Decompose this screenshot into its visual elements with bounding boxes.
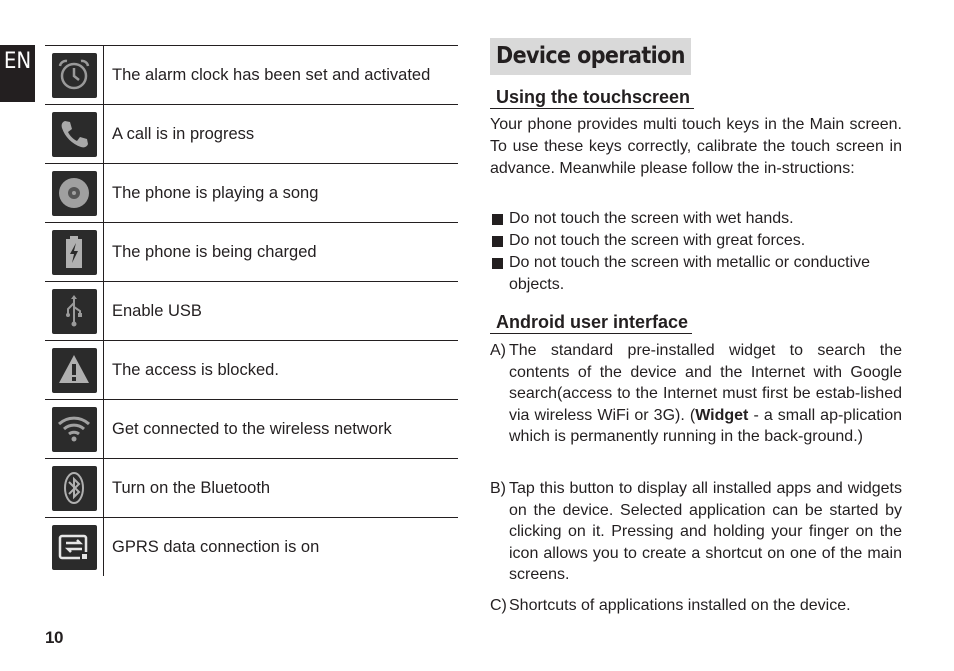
icon-description: The phone is being charged bbox=[112, 242, 317, 261]
touchscreen-rules bbox=[490, 208, 902, 296]
table-row bbox=[45, 163, 458, 222]
bullet-square-icon bbox=[492, 258, 503, 269]
bullet-square-icon bbox=[492, 214, 503, 225]
music-disc-icon bbox=[52, 171, 97, 216]
language-label: EN bbox=[3, 49, 32, 74]
list-item bbox=[490, 595, 902, 617]
icon-description: A call is in progress bbox=[112, 124, 255, 143]
phone-call-icon bbox=[52, 112, 97, 157]
subheading-touchscreen: Using the touchscreen bbox=[490, 86, 694, 109]
table-row bbox=[45, 104, 458, 163]
language-tab bbox=[0, 45, 35, 102]
icon-description: Turn on the Bluetooth bbox=[112, 478, 271, 497]
icon-description: The phone is playing a song bbox=[112, 183, 319, 202]
section-title: Device operation bbox=[490, 38, 691, 75]
table-row bbox=[45, 517, 458, 576]
warning-icon bbox=[52, 348, 97, 393]
item-label: A) bbox=[490, 342, 506, 359]
page-number: 10 bbox=[45, 628, 63, 647]
icon-description: The alarm clock has been set and activated bbox=[112, 65, 431, 84]
list-item: Do not touch the screen with metallic or conductive objects. bbox=[490, 252, 902, 296]
item-text: The standard pre-installed widget to search the contents of the device and the Internet with Google search(access to the Internet must first be estab-lished via wireless WiFi or 3G). (Widget - a small ap-plication which is permanently running in the back-ground.) bbox=[509, 342, 903, 446]
table-row bbox=[45, 281, 458, 340]
usb-icon bbox=[52, 289, 97, 334]
icon-description: Get connected to the wireless network bbox=[112, 419, 392, 438]
table-divider bbox=[103, 510, 104, 568]
list-item bbox=[490, 340, 902, 448]
subheading-android-ui: Android user interface bbox=[490, 311, 692, 334]
wifi-icon bbox=[52, 407, 97, 452]
widget-term: Widget bbox=[695, 406, 749, 424]
item-label: C) bbox=[490, 597, 507, 614]
data-transfer-icon bbox=[52, 525, 97, 570]
list-item: Do not touch the screen with great forces. bbox=[490, 230, 902, 252]
item-label: B) bbox=[490, 480, 506, 497]
table-row bbox=[45, 340, 458, 399]
battery-charging-icon bbox=[52, 230, 97, 275]
bullet-square-icon bbox=[492, 236, 503, 247]
alarm-clock-icon bbox=[52, 53, 97, 98]
icon-description: GPRS data connection is on bbox=[112, 537, 320, 556]
touchscreen-intro: Your phone provides multi touch keys in the Main screen. To use these keys correctly, calibrate the touch screen in advance. Meanwhile please follow the in-structions: bbox=[490, 116, 902, 177]
status-icon-table bbox=[45, 45, 458, 576]
list-item bbox=[490, 478, 902, 586]
item-text: Tap this button to display all installed apps and widgets on the device. Selected application can be started by clicking on it. Pressing and holding your finger on the icon allows you to create a shortcut on one of the main screens. bbox=[509, 480, 902, 584]
icon-description: The access is blocked. bbox=[112, 360, 279, 379]
table-row bbox=[45, 399, 458, 458]
table-row bbox=[45, 222, 458, 281]
table-row bbox=[45, 458, 458, 517]
list-item: Do not touch the screen with wet hands. bbox=[490, 208, 902, 230]
bluetooth-icon bbox=[52, 466, 97, 511]
table-row bbox=[45, 45, 458, 104]
icon-description: Enable USB bbox=[112, 301, 202, 320]
item-text: Shortcuts of applications installed on the device. bbox=[509, 597, 851, 614]
